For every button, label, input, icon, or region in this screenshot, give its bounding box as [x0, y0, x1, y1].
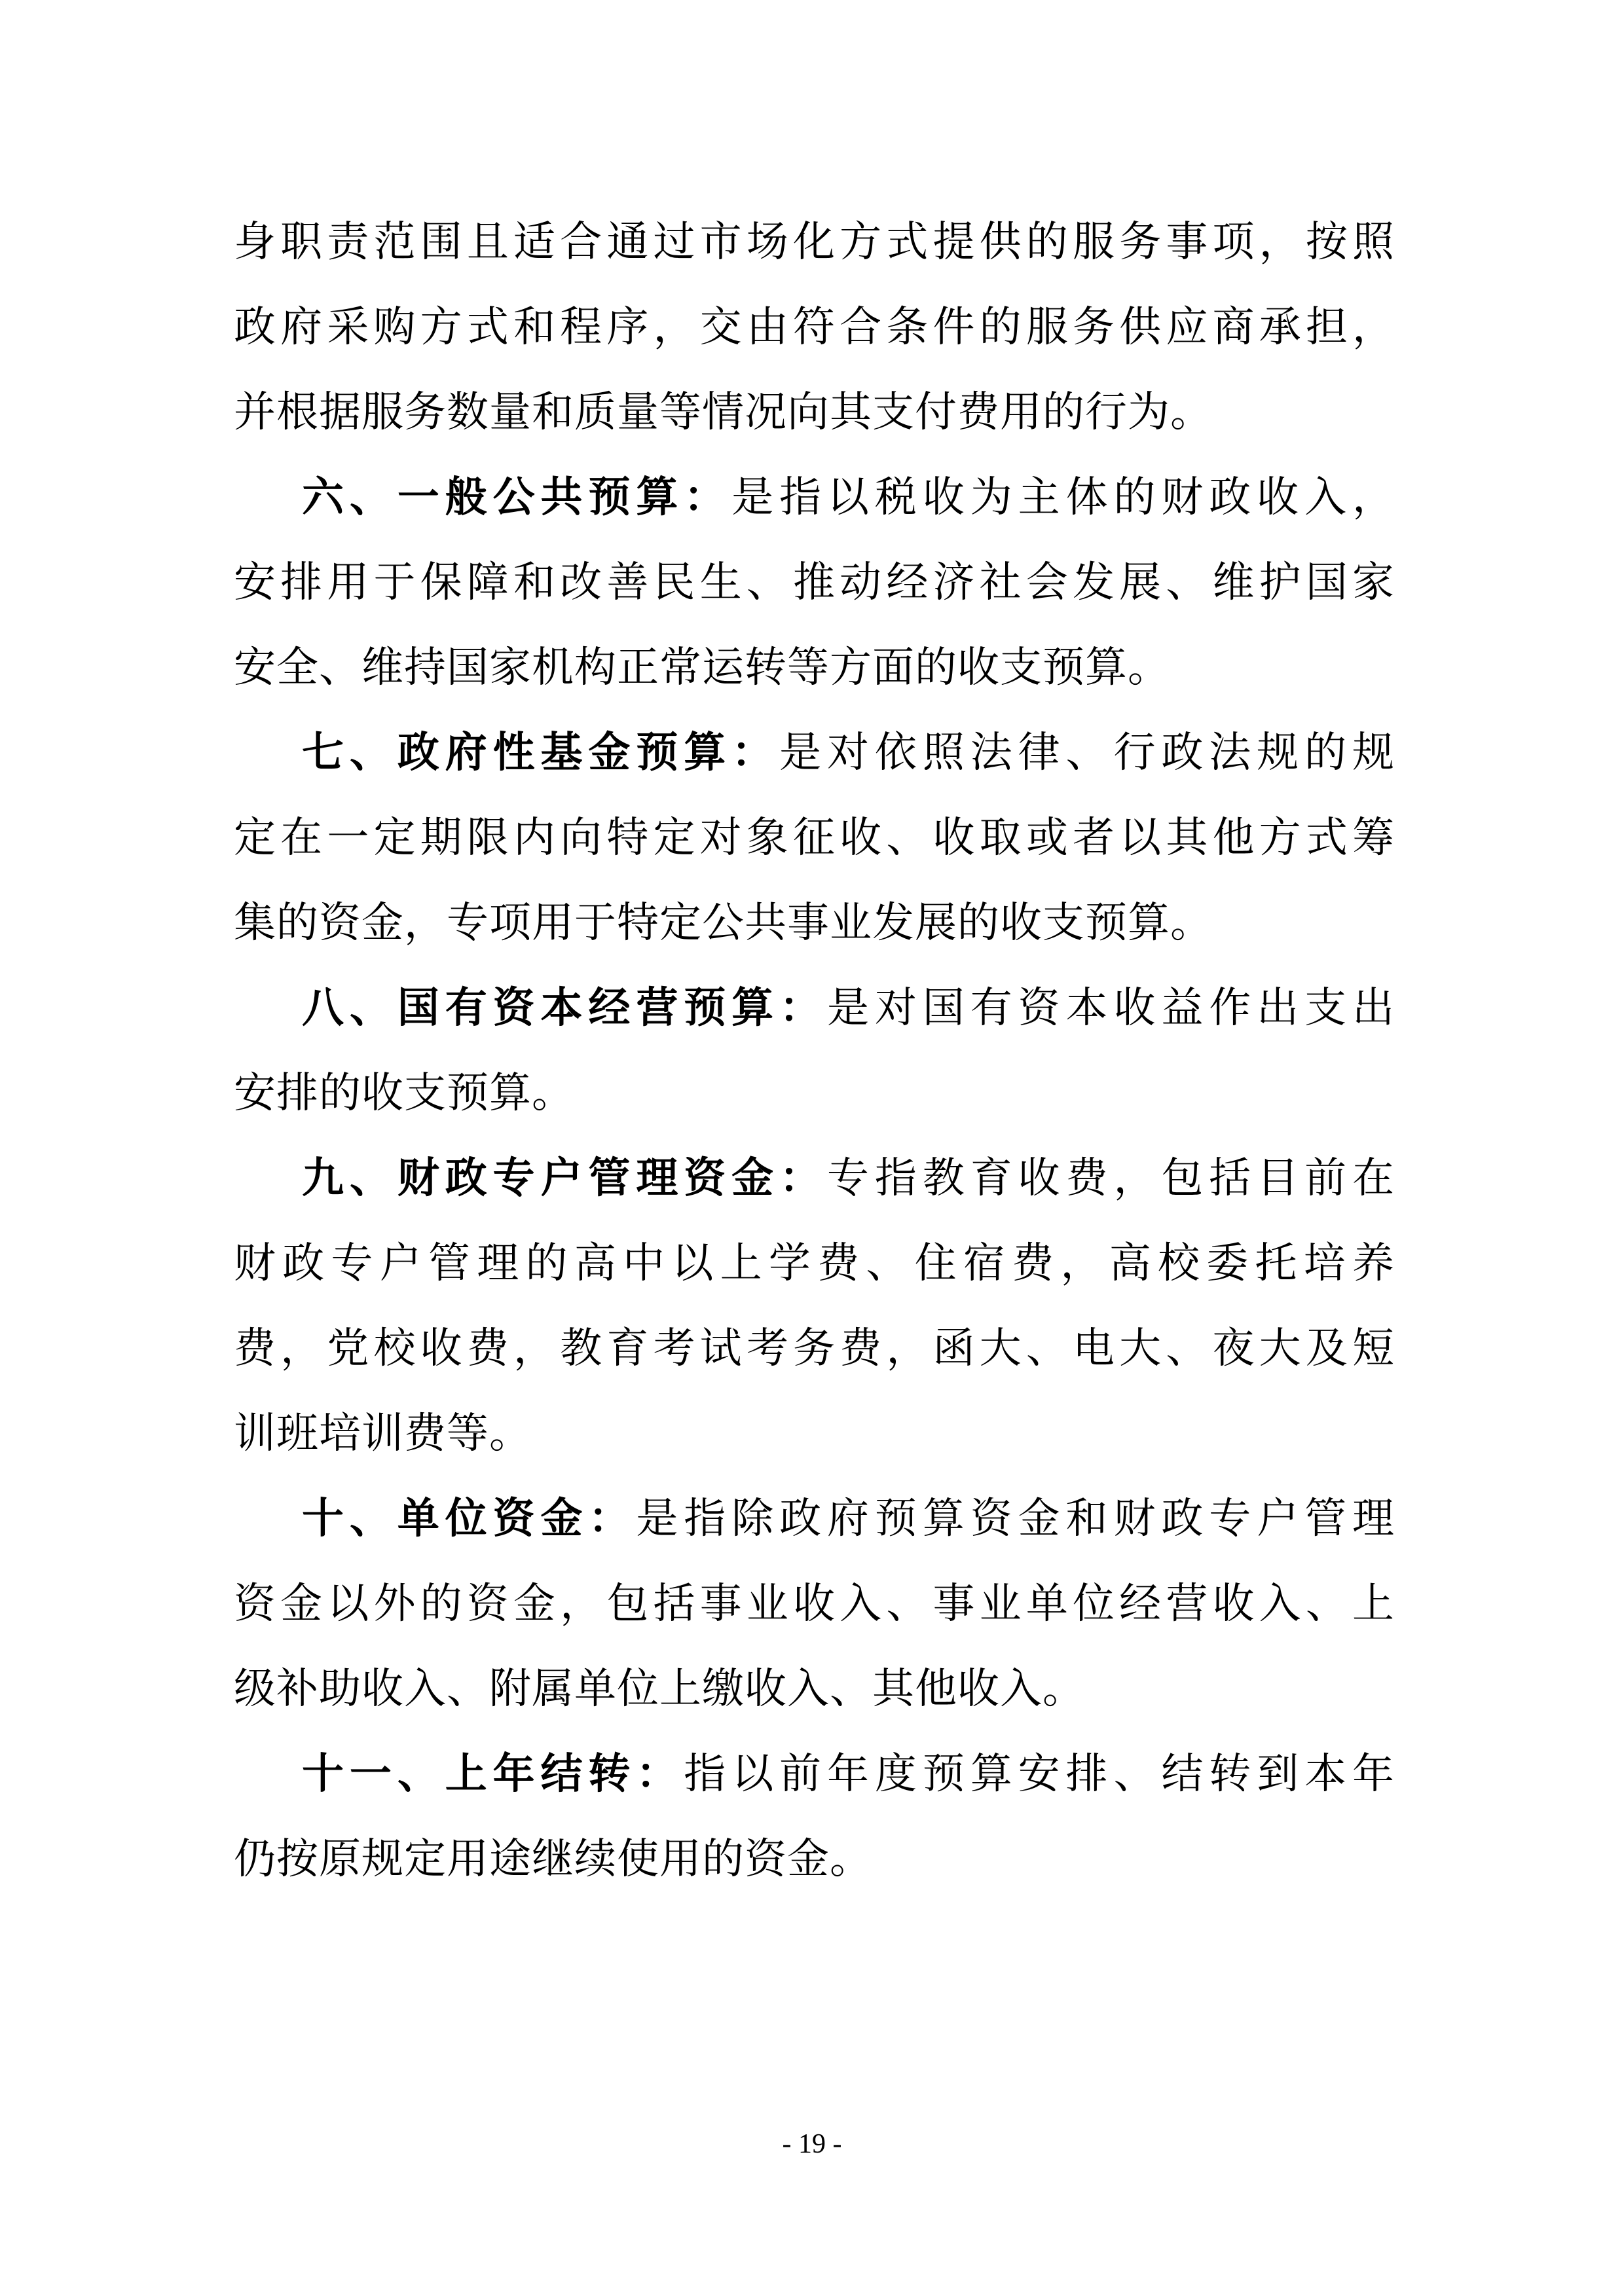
text-line — [234, 625, 1395, 710]
text-run: 级补助收入、附属单位上缴收入、其他收入。 — [234, 1666, 1085, 1712]
text-line — [234, 200, 1395, 285]
text-run: 安全、维持国家机构正常运转等方面的收支预算。 — [234, 644, 1170, 691]
term-bold: 十、单位资金： — [302, 1495, 637, 1542]
text-run: 资金以外的资金，包括事业收入、事业单位经营收入、上 — [234, 1580, 1395, 1627]
text-line — [234, 966, 1395, 1051]
text-content — [234, 200, 1395, 1902]
text-run: 集的资金，专项用于特定公共事业发展的收支预算。 — [234, 900, 1213, 946]
term-bold: 十一、上年结转： — [302, 1751, 684, 1797]
text-run: 财政专户管理的高中以上学费、住宿费，高校委托培养 — [234, 1240, 1395, 1286]
text-line — [234, 1391, 1395, 1476]
text-run: 身职责范围且适合通过市场化方式提供的服务事项，按照 — [234, 219, 1395, 265]
text-run: 安排用于保障和改善民生、推动经济社会发展、维护国家 — [234, 559, 1395, 606]
text-run: 政府采购方式和程序，交由符合条件的服务供应商承担， — [234, 304, 1395, 350]
text-line — [234, 455, 1395, 540]
text-run: 是对依照法律、行政法规的规 — [779, 729, 1395, 776]
page-number: - 19 - — [782, 2129, 842, 2159]
text-line — [234, 1306, 1395, 1391]
text-line — [234, 1561, 1395, 1647]
text-run: 是指以税收为主体的财政收入， — [731, 474, 1395, 520]
term-bold: 九、财政专户管理资金： — [302, 1155, 827, 1201]
text-run: 定在一定期限内向特定对象征收、收取或者以其他方式筹 — [234, 814, 1395, 861]
text-line — [234, 1817, 1395, 1902]
text-line — [234, 370, 1395, 455]
text-line — [234, 1051, 1395, 1136]
text-line — [234, 881, 1395, 966]
text-line — [234, 1221, 1395, 1306]
text-run: 专指教育收费，包括目前在 — [827, 1155, 1395, 1201]
page-footer — [0, 2124, 1624, 2164]
text-line — [234, 1136, 1395, 1221]
text-line — [234, 795, 1395, 881]
text-line — [234, 1476, 1395, 1561]
text-line — [234, 540, 1395, 625]
term-bold: 八、国有资本经营预算： — [302, 985, 827, 1031]
text-run: 并根据服务数量和质量等情况向其支付费用的行为。 — [234, 389, 1213, 435]
text-run: 是对国有资本收益作出支出 — [827, 985, 1395, 1031]
text-run: 费，党校收费，教育考试考务费，函大、电大、夜大及短 — [234, 1325, 1395, 1372]
text-line — [234, 1647, 1395, 1732]
text-run: 安排的收支预算。 — [234, 1070, 574, 1116]
text-line — [234, 1732, 1395, 1817]
text-run: 仍按原规定用途继续使用的资金。 — [234, 1836, 872, 1882]
text-line — [234, 285, 1395, 370]
term-bold: 六、一般公共预算： — [302, 474, 732, 520]
text-line — [234, 710, 1395, 795]
text-run: 训班培训费等。 — [234, 1410, 532, 1457]
term-bold: 七、政府性基金预算： — [302, 729, 780, 776]
text-run: 是指除政府预算资金和财政专户管理 — [636, 1495, 1395, 1542]
text-run: 指以前年度预算安排、结转到本年 — [684, 1751, 1395, 1797]
